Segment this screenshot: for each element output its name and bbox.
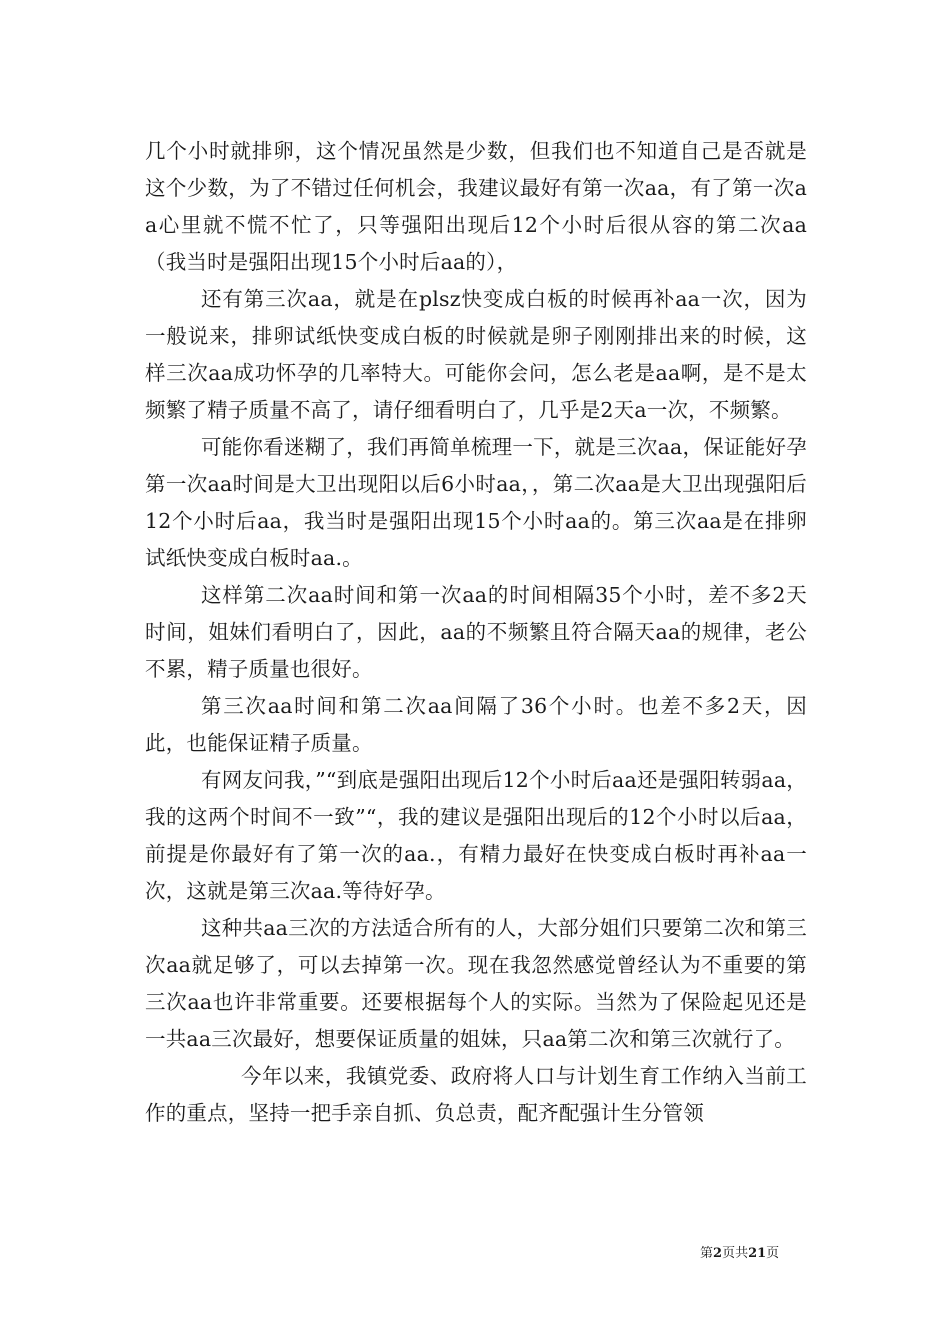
footer-middle: 页共 — [722, 1246, 749, 1261]
paragraph-7: 这种共aa三次的方法适合所有的人，大部分姐们只要第二次和第三次aa就足够了，可以去掉第一次。现在我忽然感觉曾经认为不重要的第三次aa也许非常重要。还要根据每个人的实际。当然为了保险起见还是一共aa三次最好，想要保证质量的姐妹，只aa第二次和第三次就行了。 — [145, 916, 807, 1051]
paragraph-3: 可能你看迷糊了，我们再简单梳理一下，就是三次aa，保证能好孕第一次aa时间是大卫出现阳以后6小时aa，，第二次aa是大卫出现强阳后12个小时后aa，我当时是强阳出现15个小时aa的。第三次aa是在排卵试纸快变成白板时aa.。 — [145, 435, 807, 570]
paragraph-4: 这样第二次aa时间和第一次aa的时间相隔35个小时，差不多2天时间，姐妹们看明白了，因此，aa的不频繁且符合隔天aa的规律，老公不累，精子质量也很好。 — [145, 583, 807, 681]
paragraph-2: 还有第三次aa，就是在plsz快变成白板的时候再补aa一次，因为一般说来，排卵试纸快变成白板的时候就是卵子刚刚排出来的时候，这样三次aa成功怀孕的几率特大。可能你会问，怎么老是aa啊，是不是太频繁了精子质量不高了，请仔细看明白了，几乎是2天a一次，不频繁。 — [145, 287, 807, 422]
paragraph-1: 几个小时就排卵，这个情况虽然是少数，但我们也不知道自己是否就是这个少数，为了不错过任何机会，我建议最好有第一次aa，有了第一次aa心里就不慌不忙了，只等强阳出现后12个小时后很从容的第二次aa（我当时是强阳出现15个小时后aa的）， — [145, 139, 807, 274]
page-number-footer — [700, 1246, 779, 1262]
document-body — [145, 133, 807, 1132]
footer-suffix: 页 — [766, 1246, 780, 1261]
paragraph-6: 有网友问我，”“到底是强阳出现后12个小时后aa还是强阳转弱aa，我的这两个时间不一致”“，我的建议是强阳出现后的12个小时以后aa，前提是你最好有了第一次的aa.，有精力最好在快变成白板时再补aa一次，这就是第三次aa.等待好孕。 — [145, 768, 807, 903]
paragraph-5: 第三次aa时间和第二次aa间隔了36个小时。也差不多2天，因此，也能保证精子质量。 — [145, 694, 807, 755]
footer-prefix: 第 — [700, 1246, 714, 1261]
total-page-count: 21 — [748, 1246, 767, 1261]
paragraph-8: 今年以来，我镇党委、政府将人口与计划生育工作纳入当前工作的重点，坚持一把手亲自抓、负总责，配齐配强计生分管领 — [145, 1064, 807, 1125]
current-page-number: 2 — [713, 1246, 723, 1261]
